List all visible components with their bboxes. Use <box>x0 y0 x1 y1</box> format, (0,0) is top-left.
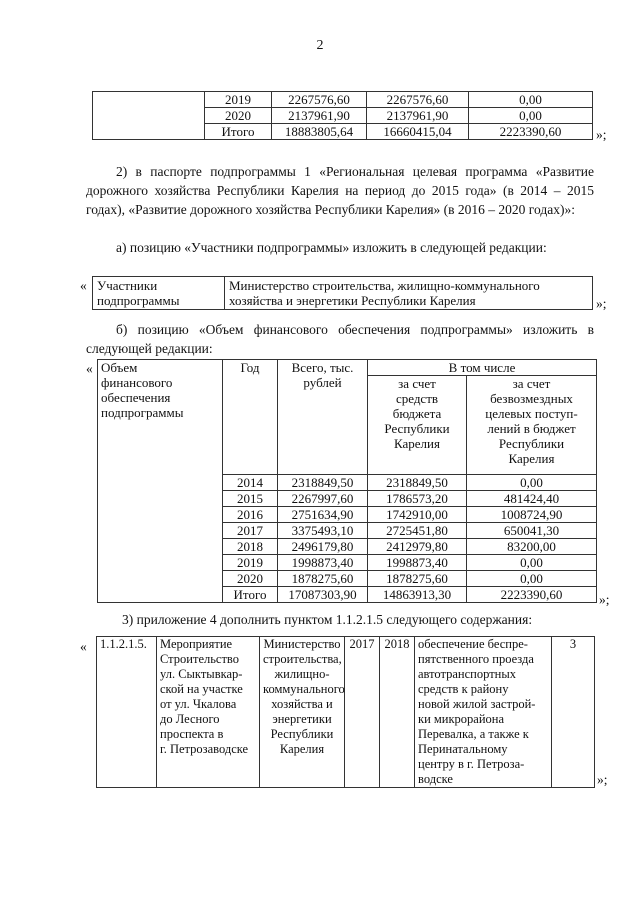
total-cell: 1998873,40 <box>278 555 368 571</box>
total-cell: 2318849,50 <box>278 475 368 491</box>
header-total: Всего, тыс. рублей <box>278 360 368 475</box>
empty-label-cell <box>98 475 223 603</box>
closing-quote: »; <box>596 127 607 142</box>
empty-label-cell <box>93 92 205 140</box>
year-cell: Итого <box>205 124 272 140</box>
year-cell: 2020 <box>205 108 272 124</box>
financing-table-continuation <box>92 91 593 140</box>
budget-cell: 1742910,00 <box>368 507 467 523</box>
indicator-ref: 3 <box>552 637 595 788</box>
paragraph-b: б) позицию «Объем финансового обеспечения подпрограммы» изложить в следующей редакции: <box>86 322 594 356</box>
header-year: Год <box>223 360 278 475</box>
start-year: 2017 <box>345 637 380 788</box>
opening-quote: « <box>80 278 87 293</box>
total-cell: 3375493,10 <box>278 523 368 539</box>
participants-table <box>92 276 593 310</box>
total-cell: 2267576,60 <box>272 92 367 108</box>
opening-quote: « <box>80 639 87 654</box>
table-row <box>98 475 597 491</box>
budget-cell: 2725451,80 <box>368 523 467 539</box>
budget-cell: 1998873,40 <box>368 555 467 571</box>
grants-cell: 0,00 <box>469 92 593 108</box>
grants-cell: 2223390,60 <box>467 587 597 603</box>
grants-cell: 481424,40 <box>467 491 597 507</box>
financing-label: Объем финансового обеспечения подпрограммы <box>98 360 223 475</box>
end-year: 2018 <box>380 637 415 788</box>
table-row <box>93 277 593 310</box>
grants-cell: 0,00 <box>467 475 597 491</box>
closing-quote: »; <box>597 772 608 787</box>
grants-cell: 2223390,60 <box>469 124 593 140</box>
total-cell: 18883805,64 <box>272 124 367 140</box>
year-cell: 2017 <box>223 523 278 539</box>
total-cell: 1878275,60 <box>278 571 368 587</box>
budget-cell: 14863913,30 <box>368 587 467 603</box>
budget-cell: 2318849,50 <box>368 475 467 491</box>
header-including: В том числе <box>368 360 597 376</box>
table-header-row <box>98 360 597 376</box>
budget-cell: 2412979,80 <box>368 539 467 555</box>
paragraph-2: 2) в паспорте подпрограммы 1 «Региональная целевая программа «Развитие дорожного хозяйства Республики Карелия на период до 2015 года» (в 2014 – 2015 годах), «Развитие дорожного хозяйства Республики Карелия» (в 2016 – 2020 годах)»: <box>86 164 594 217</box>
grants-cell: 83200,00 <box>467 539 597 555</box>
header-budget: за счет средств бюджета Республики Карелия <box>368 376 467 475</box>
executor: Министерство строительства, жилищно- коммунального хозяйства и энергетики Республики Карелия <box>260 637 345 788</box>
closing-quote: »; <box>599 592 610 607</box>
budget-cell: 2267576,60 <box>367 92 469 108</box>
event-description: Мероприятие Строительство ул. Сыктывкар- ской на участке от ул. Чкалова до Лесного проспекта в г. Петрозаводске <box>157 637 260 788</box>
total-cell: 17087303,90 <box>278 587 368 603</box>
budget-cell: 2137961,90 <box>367 108 469 124</box>
grants-cell: 0,00 <box>467 571 597 587</box>
table-row <box>93 92 593 108</box>
closing-quote: »; <box>596 296 607 311</box>
total-cell: 2137961,90 <box>272 108 367 124</box>
grants-cell: 650041,30 <box>467 523 597 539</box>
participants-value: Министерство строительства, жилищно-коммунального хозяйства и энергетики Республики Карелия <box>225 277 593 310</box>
grants-cell: 0,00 <box>467 555 597 571</box>
item-number: 1.1.2.1.5. <box>97 637 157 788</box>
table-row <box>97 637 595 788</box>
grants-cell: 1008724,90 <box>467 507 597 523</box>
expected-result: обеспечение беспре- пятственного проезда автотранспортных средств к району новой жилой застрой- ки микрорайона Перевалка, а также к Перинатальному центру в г. Петроза- водске <box>415 637 552 788</box>
year-cell: 2019 <box>223 555 278 571</box>
budget-cell: 1786573,20 <box>368 491 467 507</box>
opening-quote: « <box>86 361 93 376</box>
budget-cell: 1878275,60 <box>368 571 467 587</box>
year-cell: 2015 <box>223 491 278 507</box>
budget-cell: 16660415,04 <box>367 124 469 140</box>
paragraph-3: 3) приложение 4 дополнить пунктом 1.1.2.1.5 следующего содержания: <box>122 612 533 627</box>
year-cell: Итого <box>223 587 278 603</box>
paragraph-a: а) позицию «Участники подпрограммы» изложить в следующей редакции: <box>116 240 547 255</box>
year-cell: 2016 <box>223 507 278 523</box>
total-cell: 2496179,80 <box>278 539 368 555</box>
header-grants: за счет безвозмездных целевых поступ- лений в бюджет Республики Карелия <box>467 376 597 475</box>
grants-cell: 0,00 <box>469 108 593 124</box>
year-cell: 2020 <box>223 571 278 587</box>
year-cell: 2019 <box>205 92 272 108</box>
total-cell: 2751634,90 <box>278 507 368 523</box>
year-cell: 2014 <box>223 475 278 491</box>
financing-volume-table <box>97 359 597 603</box>
year-cell: 2018 <box>223 539 278 555</box>
participants-label: Участники подпрограммы <box>93 277 225 310</box>
total-cell: 2267997,60 <box>278 491 368 507</box>
appendix-item-table <box>96 636 595 788</box>
page-number: 2 <box>316 38 324 53</box>
